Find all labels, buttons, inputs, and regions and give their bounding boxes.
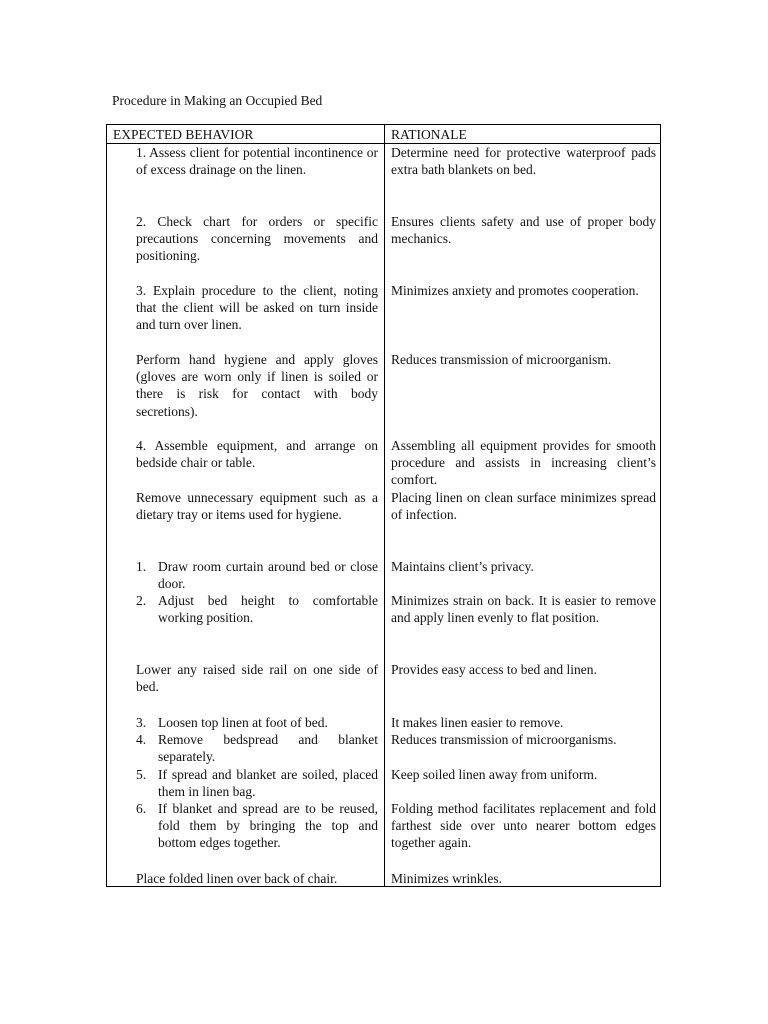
behavior-cell: 4. Assemble equipment, and arrange on bedside chair or table. [136, 438, 378, 471]
rationale-cell: Reduces transmission of microorganisms. [391, 732, 617, 747]
column-divider [384, 125, 385, 886]
rationale-cell: Folding method facilitates replacement and fold farthest side over unto nearer bottom edges together again. [391, 801, 656, 851]
rationale-cell: Determine need for protective waterproof pads extra bath blankets on bed. [391, 145, 656, 178]
procedure-table [106, 124, 661, 887]
list-text: If blanket and spread are to be reused, fold them by bringing the top and bottom edges together. [158, 801, 378, 851]
list-text: If spread and blanket are soiled, placed them in linen bag. [158, 767, 378, 800]
list-number: 6. [136, 801, 147, 816]
behavior-cell: Remove unnecessary equipment such as a dietary tray or items used for hygiene. [136, 490, 378, 523]
rationale-cell: Minimizes strain on back. It is easier to remove and apply linen evenly to flat position. [391, 593, 656, 626]
rationale-cell: Assembling all equipment provides for smooth procedure and assists in increasing client’s comfort. [391, 438, 656, 488]
rationale-cell: Reduces transmission of microorganism. [391, 352, 612, 367]
page-title: Procedure in Making an Occupied Bed [112, 93, 323, 108]
rationale-cell: Provides easy access to bed and linen. [391, 662, 597, 677]
behavior-list-item [136, 766, 378, 800]
behavior-list-item [136, 800, 378, 852]
list-number: 5. [136, 767, 147, 782]
list-number: 3. [136, 715, 147, 730]
behavior-list-item [136, 731, 378, 765]
rationale-cell: Minimizes wrinkles. [391, 871, 502, 886]
list-text: Adjust bed height to comfortable working position. [158, 593, 378, 626]
rationale-cell: Keep soiled linen away from uniform. [391, 767, 598, 782]
behavior-cell: Lower any raised side rail on one side of bed. [136, 662, 378, 695]
rationale-cell: Minimizes anxiety and promotes cooperation. [391, 283, 639, 298]
rationale-cell: Maintains client’s privacy. [391, 559, 534, 574]
behavior-cell: 1. Assess client for potential incontinence or of excess drainage on the linen. [136, 145, 378, 178]
behavior-list-item [136, 558, 378, 592]
header-expected-behavior: EXPECTED BEHAVIOR [113, 127, 254, 142]
list-text: Draw room curtain around bed or close door. [158, 559, 378, 592]
list-number: 4. [136, 732, 147, 747]
behavior-cell: Place folded linen over back of chair. [136, 871, 338, 886]
list-number: 1. [136, 559, 147, 574]
list-text: Loosen top linen at foot of bed. [158, 715, 328, 730]
list-text: Remove bedspread and blanket separately. [158, 732, 378, 765]
behavior-cell: 2. Check chart for orders or specific precautions concerning movements and positioning. [136, 214, 378, 264]
rationale-cell: Placing linen on clean surface minimizes spread of infection. [391, 490, 656, 523]
header-rationale: RATIONALE [391, 127, 467, 142]
rationale-cell: It makes linen easier to remove. [391, 715, 564, 730]
behavior-list-item [136, 714, 378, 731]
rationale-cell: Ensures clients safety and use of proper body mechanics. [391, 214, 656, 247]
behavior-cell: 3. Explain procedure to the client, noting that the client will be asked on turn inside and turn over linen. [136, 283, 378, 333]
behavior-cell: Perform hand hygiene and apply gloves (gloves are worn only if linen is soiled or there is risk for contact with body secretions). [136, 352, 378, 419]
behavior-list-item [136, 592, 378, 626]
list-number: 2. [136, 593, 147, 608]
